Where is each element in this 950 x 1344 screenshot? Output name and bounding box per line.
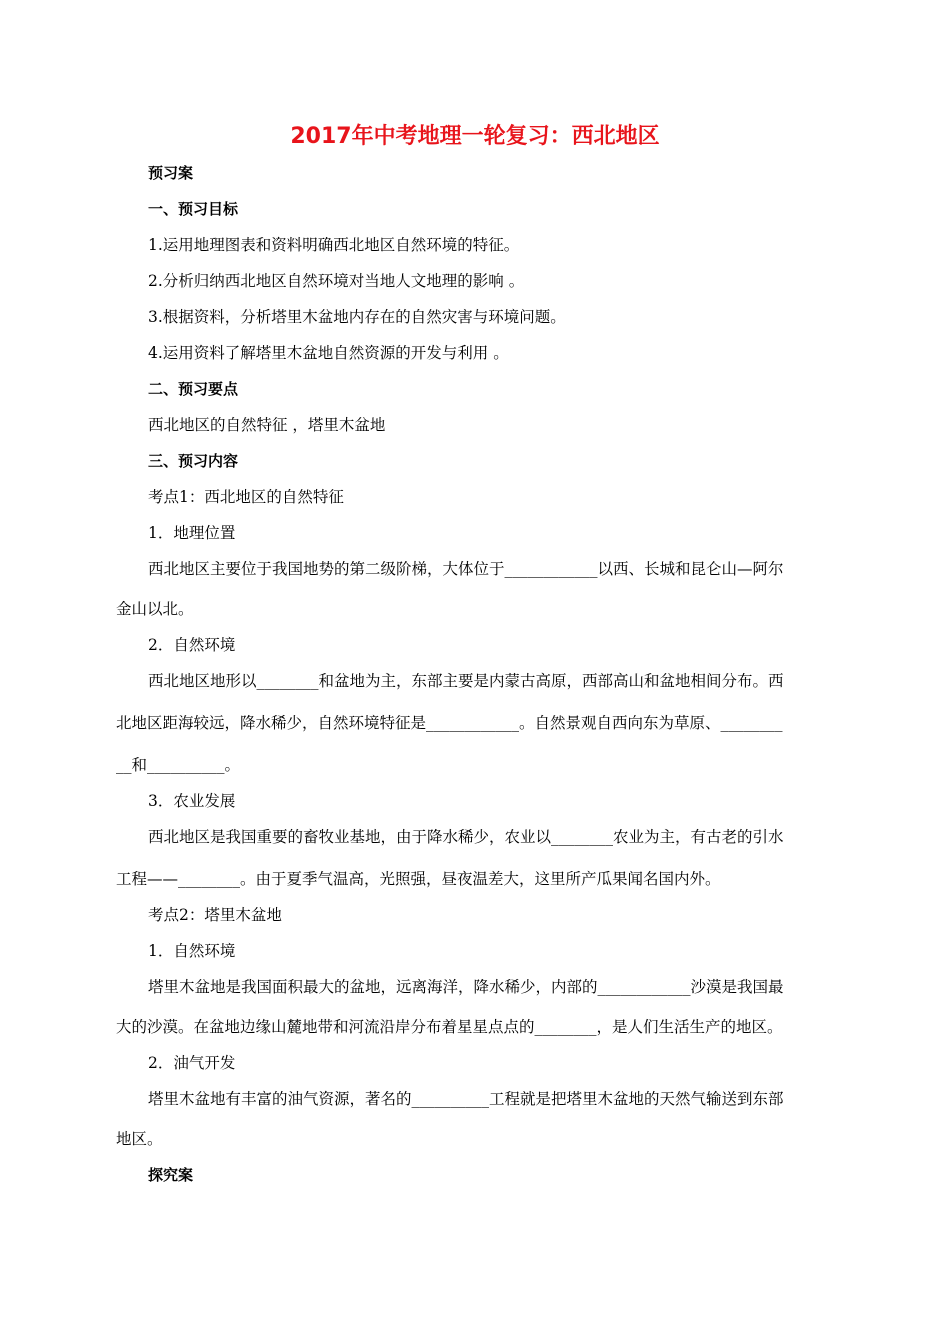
paragraph-tarim-line-1: 塔里木盆地是我国面积最大的盆地，远离海洋，降水稀少，内部的____________沙漠是我国最 — [148, 978, 784, 996]
paragraph-oil-gas-line-1: 塔里木盆地有丰富的油气资源，著名的__________工程就是把塔里木盆地的天然气输送到东部 — [148, 1090, 784, 1108]
paragraph-environment-line-3: __和__________。 — [116, 756, 241, 774]
document-title: 2017年中考地理一轮复习：西北地区 — [290, 124, 660, 149]
paragraph-environment-line-1: 西北地区地形以________和盆地为主，东部主要是内蒙古高原，西部高山和盆地相间分布。西 — [148, 672, 784, 690]
preview-points-text: 西北地区的自然特征 ，塔里木盆地 — [148, 416, 386, 434]
subheading-oil-gas: 2．油气开发 — [148, 1054, 236, 1072]
subheading-agriculture: 3．农业发展 — [148, 792, 236, 810]
heading-preview-goals: 一、预习目标 — [148, 200, 239, 218]
topic-1-heading: 考点1：西北地区的自然特征 — [148, 488, 344, 506]
subheading-location: 1．地理位置 — [148, 524, 236, 542]
topic-2-heading: 考点2：塔里木盆地 — [148, 906, 282, 924]
subheading-tarim-environment: 1．自然环境 — [148, 942, 236, 960]
paragraph-agriculture-line-1: 西北地区是我国重要的畜牧业基地，由于降水稀少，农业以________农业为主，有古老的引水 — [148, 828, 784, 846]
goal-item-4: 4.运用资料了解塔里木盆地自然资源的开发与利用 。 — [148, 344, 509, 362]
section-heading-inquiry: 探究案 — [148, 1166, 194, 1184]
paragraph-oil-gas-line-2: 地区。 — [116, 1130, 163, 1148]
paragraph-location-line-1: 西北地区主要位于我国地势的第二级阶梯，大体位于____________以西、长城和昆仑山—阿尔 — [148, 560, 784, 578]
goal-item-1: 1.运用地理图表和资料明确西北地区自然环境的特征。 — [148, 236, 520, 254]
subheading-environment: 2．自然环境 — [148, 636, 236, 654]
heading-preview-points: 二、预习要点 — [148, 380, 239, 398]
goal-item-3: 3.根据资料，分析塔里木盆地内存在的自然灾害与环境问题。 — [148, 308, 566, 326]
heading-preview-content: 三、预习内容 — [148, 452, 239, 470]
goal-item-2: 2.分析归纳西北地区自然环境对当地人文地理的影响 。 — [148, 272, 525, 290]
section-heading-preview: 预习案 — [148, 164, 194, 182]
paragraph-environment-line-2: 北地区距海较远，降水稀少，自然环境特征是____________。自然景观自西向东为草原、________ — [116, 714, 783, 732]
paragraph-tarim-line-2: 大的沙漠。在盆地边缘山麓地带和河流沿岸分布着星星点点的________，是人们生活生产的地区。 — [116, 1018, 783, 1036]
paragraph-agriculture-line-2: 工程——________。由于夏季气温高，光照强，昼夜温差大，这里所产瓜果闻名国内外。 — [116, 870, 721, 888]
paragraph-location-line-2: 金山以北。 — [116, 600, 194, 618]
